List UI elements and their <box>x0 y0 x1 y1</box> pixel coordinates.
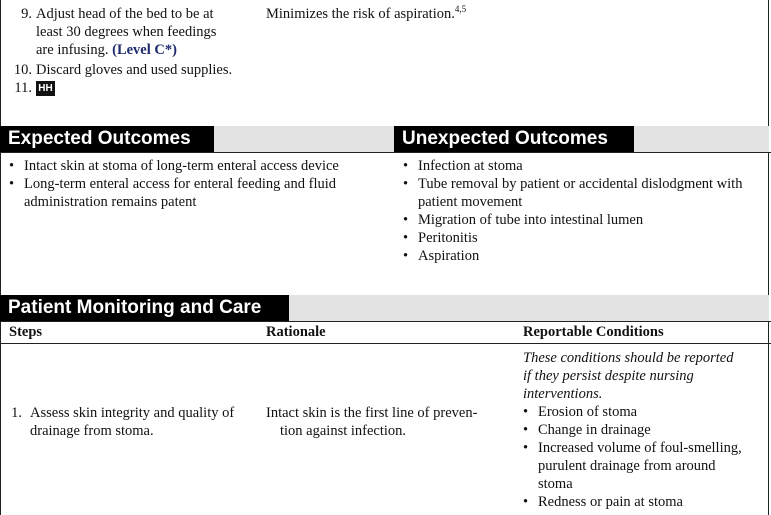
rationale-text: Intact skin is the first line of preven- <box>266 405 478 421</box>
divider <box>0 343 771 344</box>
monitoring-step-1 <box>8 404 280 440</box>
list-item: • Erosion of stoma <box>523 403 769 421</box>
list-item: • Intact skin at stoma of long-term enteral access device <box>9 157 389 175</box>
reportable-list <box>523 403 769 511</box>
step-11 <box>8 79 258 97</box>
list-item: • Tube removal by patient or accidental dislodgment with patient movement <box>403 175 769 211</box>
unexpected-outcomes-list <box>403 157 769 265</box>
column-header-reportable: Reportable Conditions <box>523 324 664 340</box>
top-steps <box>8 5 258 97</box>
rationale-text: tion against infection. <box>280 423 407 439</box>
step-number: 9. <box>21 6 32 22</box>
list-item: • Increased volume of foul-smelling, purulent drainage from around stoma <box>523 439 769 493</box>
top-rationale <box>266 5 466 23</box>
header-tail <box>289 295 769 321</box>
rationale-text: Minimizes the risk of aspiration. <box>266 6 455 22</box>
list-item: • Infection at stoma <box>403 157 769 175</box>
reportable-intro: These conditions should be reported if they persist despite nursing interventions. <box>523 350 734 402</box>
step-number: 10. <box>13 62 32 78</box>
step-text: Discard gloves and used supplies. <box>36 62 233 78</box>
expected-outcomes-list <box>9 157 389 211</box>
step-text: least 30 degrees when feedings <box>36 24 217 40</box>
reference-superscript: 4,5 <box>454 4 467 15</box>
list-item: • Migration of tube into intestinal lumen <box>403 211 769 229</box>
column-header-rationale: Rationale <box>266 324 326 340</box>
section-title: Patient Monitoring and Care <box>8 297 262 318</box>
section-title: Unexpected Outcomes <box>402 128 608 149</box>
monitoring-rationale <box>266 404 516 440</box>
list-item: • Aspiration <box>403 247 769 265</box>
header-tail <box>634 126 769 152</box>
header-tail <box>214 126 394 152</box>
list-item: • Long-term enteral access for enteral feeding and fluid administration remains patent <box>9 175 389 211</box>
list-item: • Redness or pain at stoma <box>523 493 769 511</box>
divider <box>0 152 771 153</box>
hand-hygiene-icon: HH <box>36 81 55 96</box>
list-item: • Change in drainage <box>523 421 769 439</box>
step-9 <box>8 5 258 59</box>
expected-outcomes-header <box>0 126 214 152</box>
patient-monitoring-header <box>0 295 289 321</box>
column-header-steps: Steps <box>9 324 43 340</box>
step-10 <box>8 61 258 79</box>
divider <box>0 321 771 322</box>
step-number: 11. <box>14 80 32 96</box>
unexpected-outcomes-header <box>394 126 634 152</box>
step-number: 1. <box>11 405 22 421</box>
list-item: • Peritonitis <box>403 229 769 247</box>
reportable-conditions <box>523 349 769 511</box>
evidence-level: (Level C*) <box>112 42 177 58</box>
step-text: are infusing. <box>36 42 109 58</box>
step-text: drainage from stoma. <box>30 423 154 439</box>
step-text: Assess skin integrity and quality of <box>30 405 235 421</box>
section-title: Expected Outcomes <box>8 128 191 149</box>
step-text: Adjust head of the bed to be at <box>36 6 214 22</box>
